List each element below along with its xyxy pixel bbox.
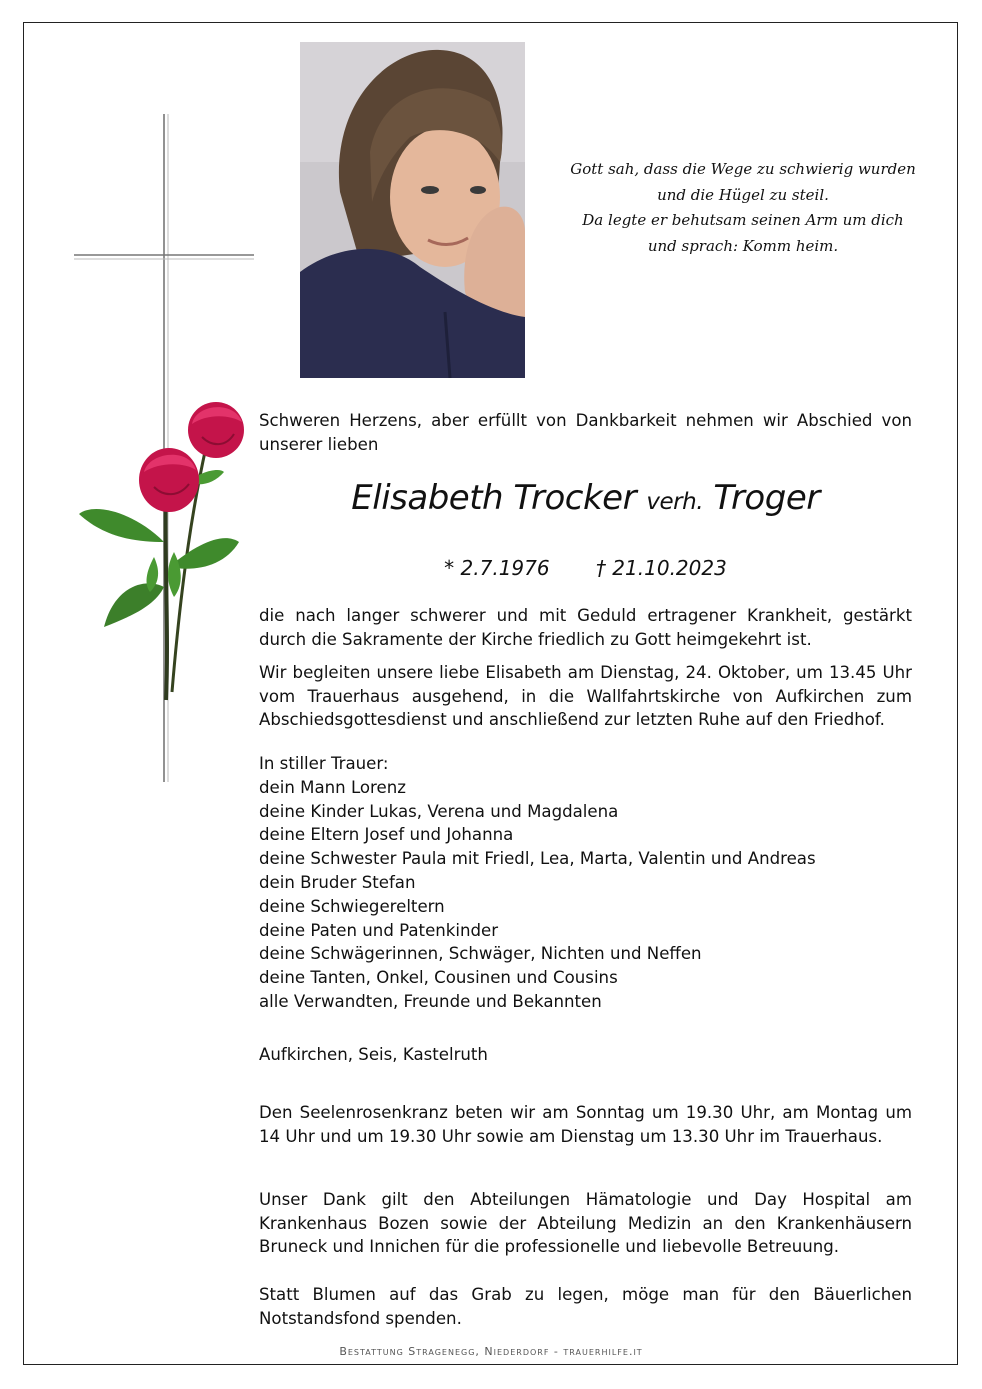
life-dates [259,556,912,580]
list-item: dein Mann Lorenz [259,777,406,797]
roses-icon [74,392,244,702]
name-main: Elisabeth Trocker [351,478,637,518]
paragraph-rosary: Den Seelenrosenkranz beten wir am Sonntag um 19.30 Uhr, am Montag um 14 Uhr und um 19.30 Uhr sowie am Dienstag um 13.30 Uhr im Trauerhaus. [259,1103,912,1146]
quote-line: Da legte er behutsam seinen Arm um dich [582,211,904,229]
paragraph-donation: Statt Blumen auf das Grab zu legen, möge man für den Bäuerlichen Notstandsfond spenden. [259,1285,912,1328]
places: Aufkirchen, Seis, Kastelruth [259,1045,488,1064]
deceased-name [259,478,912,518]
paragraph-thanks: Unser Dank gilt den Abteilungen Hämatologie und Day Hospital am Krankenhaus Bozen sowie der Abteilung Medizin an den Krankenhäusern Bruneck und Innichen für die professionelle und liebevolle Betreuung. [259,1190,912,1256]
mourners-list [259,752,816,1014]
paragraph-funeral: Wir begleiten unsere liebe Elisabeth am Dienstag, 24. Oktober, um 13.45 Uhr vom Trauerhaus ausgehend, in die Wallfahrtskirche von Aufkirchen zum Abschiedsgottesdienst und anschließend zur letzten Ruhe auf den Friedhof. [259,663,912,729]
list-item: deine Kinder Lukas, Verena und Magdalena [259,801,619,821]
list-item: deine Schwägerinnen, Schwäger, Nichten und Neffen [259,944,702,964]
quote-line: Gott sah, dass die Wege zu schwierig wurden [570,160,916,178]
footer-credit: Bestattung Stragenegg, Niederdorf - trauerhilfe.it [339,1345,643,1358]
quote-line: und die Hügel zu steil. [657,185,829,204]
list-item: deine Eltern Josef und Johanna [259,825,514,845]
name-verh: verh. [646,489,704,515]
list-item: deine Tanten, Onkel, Cousinen und Cousins [259,968,618,988]
paragraph-death: die nach langer schwerer und mit Geduld ertragener Krankheit, gestärkt durch die Sakramente der Kirche friedlich zu Gott heimgekehrt ist. [259,606,912,649]
birth-date: * 2.7.1976 [444,556,550,580]
quote-line: und sprach: Komm heim. [647,236,839,255]
name-married: Troger [713,478,820,518]
quote [560,157,926,259]
death-date: † 21.10.2023 [595,556,727,580]
list-item: deine Schwester Paula mit Friedl, Lea, Marta, Valentin und Andreas [259,849,816,869]
mourners-heading: In stiller Trauer: [259,754,389,773]
list-item: dein Bruder Stefan [259,872,416,892]
intro-text: Schweren Herzens, aber erfüllt von Dankbarkeit nehmen wir Abschied von unserer lieben [259,411,912,454]
list-item: alle Verwandten, Freunde und Bekannten [259,991,602,1011]
list-item: deine Schwiegereltern [259,896,445,916]
list-item: deine Paten und Patenkinder [259,920,499,940]
portrait-photo [300,42,525,378]
